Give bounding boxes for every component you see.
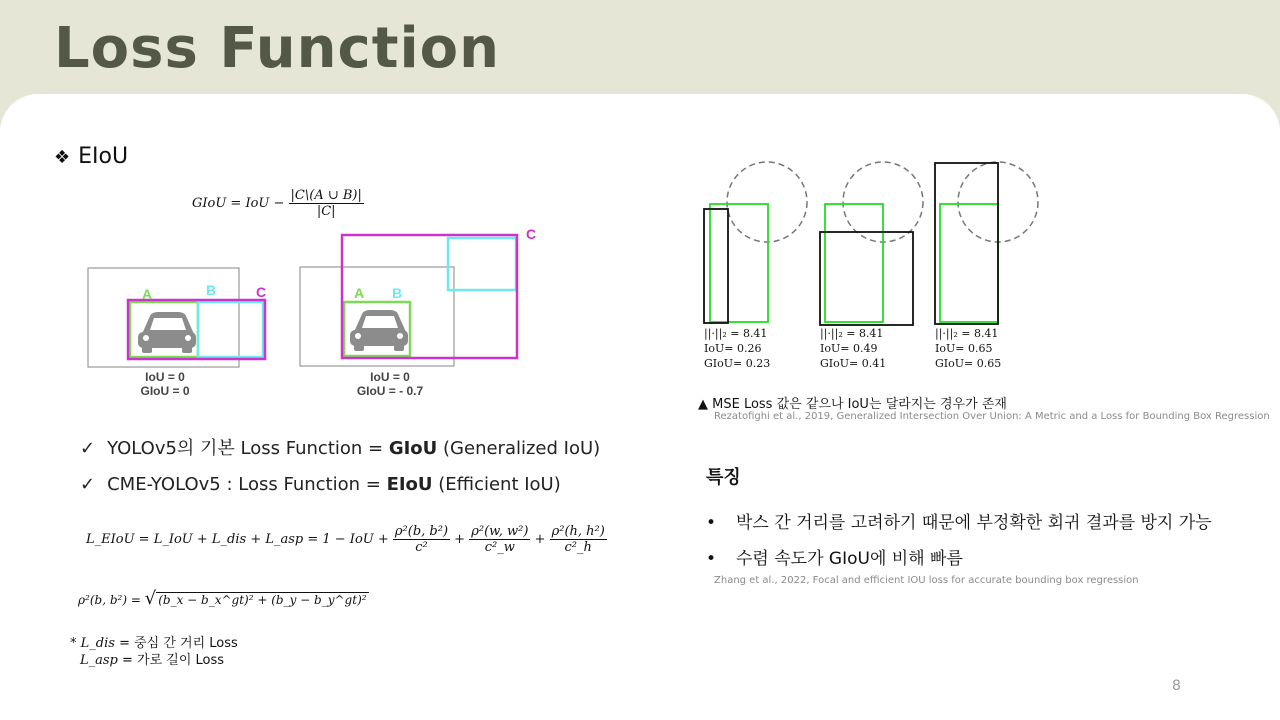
bullet-1-text: 박스 간 거리를 고려하기 때문에 부정확한 회귀 결과를 방지 가능 [736,513,1212,533]
sqrt-icon: √ [144,588,157,609]
eiou-term-3 [550,524,607,555]
figure-panel-1-labels [704,326,770,371]
eiou-lhs: L_EIoU = L_IoU + L_dis + L_asp = 1 − IoU + [86,532,389,547]
rho-formula [78,588,369,609]
example-2-iou: IoU = 0 [370,370,410,384]
check-icon: ✓ [80,438,96,459]
example-1-iou: IoU = 0 [145,370,185,384]
term-1-numerator: ρ²(b, b²) [394,524,449,539]
page-number: 8 [1172,678,1181,694]
note-asp-symbol: L_asp [80,653,118,668]
label-c: C [526,226,537,242]
term-2-numerator: ρ²(w, w²) [471,524,529,539]
eiou-term-1 [393,524,450,555]
label-c: C [256,284,267,300]
example-1-giou: GIoU = 0 [140,384,190,398]
figure-panel-3-labels [935,326,1001,371]
giou-example-1 [80,262,280,374]
giou-example-2 [296,222,546,372]
giou-fraction [289,188,364,219]
figure-panel-3 [935,162,1038,324]
note-dis [70,635,238,652]
giou-lhs: GIoU = IoU − [192,196,285,211]
slide-title: Loss Function [54,16,501,81]
check-icon: ✓ [80,474,96,495]
term-3-denominator: c²_h [564,540,592,555]
panel-2-giou: GIoU= 0.41 [820,357,887,370]
note-dis-symbol: L_dis [80,636,115,651]
panel-1-giou: GIoU= 0.23 [704,357,771,370]
giou-formula [192,188,364,219]
label-a: A [142,286,153,302]
label-b: B [392,285,403,301]
notes [70,635,238,669]
term-1-denominator: c² [415,540,428,555]
panel-3-iou: IoU= 0.65 [935,342,993,355]
panel-2-norm: ||·||₂ = 8.41 [820,327,884,340]
panel-1-iou: IoU= 0.26 [704,342,762,355]
figure-panel-2-labels [820,326,886,371]
check-2-suffix: (Efficient IoU) [432,474,561,495]
example-1-metrics [130,370,200,398]
box-b [448,238,516,290]
citation-2: Zhang et al., 2022, Focal and efficient IOU loss for accurate bounding box regression [714,575,1139,586]
note-dis-text: = 중심 간 거리 Loss [114,636,238,651]
car-icon [350,310,408,351]
example-2-metrics [340,370,440,398]
example-2-giou: GIoU = - 0.7 [356,384,424,398]
panel-3-giou: GIoU= 0.65 [935,357,1002,370]
panel-1-norm: ||·||₂ = 8.41 [704,327,768,340]
note-asp [70,652,238,669]
plus-sign: + [454,532,466,547]
citation-1: Rezatofighi et al., 2019, Generalized Intersection Over Union: A Metric and a Loss for Bounding Box Regression [714,411,1270,422]
label-a: A [354,285,365,301]
feature-bullet-2 [706,544,963,569]
check-1-bold: GIoU [388,438,438,459]
giou-numerator: |C\(A ∪ B)| [290,188,362,203]
section-heading [54,144,128,169]
section-title: EIoU [78,144,129,169]
rho-lhs: ρ²(b, b²) = [78,593,141,607]
panel-3-norm: ||·||₂ = 8.41 [935,327,999,340]
giou-denominator: |C| [316,204,336,219]
check-1-prefix: YOLOv5의 기본 Loss Function = [107,438,389,459]
rho-radicand: (b_x − b_x^gt)² + (b_y − b_y^gt)² [158,593,367,607]
mse-iou-figure [700,158,1050,330]
term-3-numerator: ρ²(h, h²) [551,524,605,539]
eiou-formula [86,524,607,555]
features-title: 특징 [706,467,741,488]
check-line-1 [80,434,600,460]
figure-panel-1 [704,162,807,323]
note-star: * [70,636,77,651]
check-2-bold: EIoU [386,474,433,495]
figure-panel-2 [820,162,923,325]
note-asp-text: = 가로 길이 Loss [117,653,225,668]
box-b [198,302,263,357]
bullet-icon: • [706,513,717,533]
check-1-suffix: (Generalized IoU) [437,438,601,459]
check-line-2 [80,474,561,495]
feature-bullet-1 [706,508,1212,533]
plus-sign: + [534,532,546,547]
term-2-denominator: c²_w [484,540,515,555]
label-b: B [206,282,217,298]
figure-caption: ▲ MSE Loss 값은 같으나 IoU는 달라지는 경우가 존재 [698,397,1007,412]
car-icon [138,312,196,353]
bullet-2-text: 수렴 속도가 GIoU에 비해 빠름 [736,549,963,569]
bullet-icon: • [706,549,717,569]
check-2-prefix: CME-YOLOv5 : Loss Function = [107,474,387,495]
eiou-term-2 [469,524,530,555]
panel-2-iou: IoU= 0.49 [820,342,878,355]
diamond-bullet-icon: ❖ [54,147,71,168]
